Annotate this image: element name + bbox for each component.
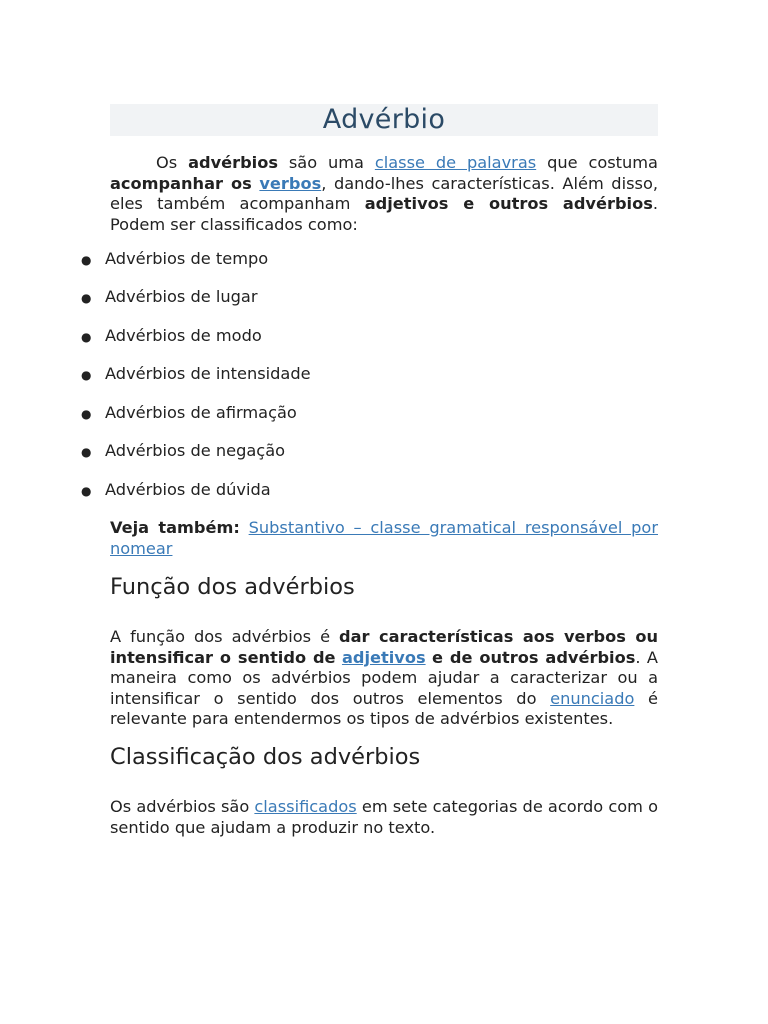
link-verbos[interactable]: verbos — [259, 173, 322, 193]
section-heading-function: Função dos advérbios — [110, 574, 355, 600]
bullet-icon: ● — [81, 445, 92, 459]
intro-text: que costuma — [536, 153, 658, 172]
list-item-label: Advérbios de afirmação — [105, 403, 297, 422]
list-item-label: Advérbios de negação — [105, 441, 286, 460]
see-also — [110, 518, 658, 559]
list-item — [81, 249, 505, 269]
list-item-label: Advérbios de intensidade — [105, 364, 311, 383]
function-text: A função dos advérbios é — [110, 627, 340, 646]
list-item — [81, 364, 505, 384]
bullet-icon: ● — [81, 484, 92, 498]
see-also-label: Veja também: — [110, 518, 240, 537]
list-item — [81, 287, 505, 307]
list-item — [81, 441, 505, 461]
intro-text: Os — [156, 153, 189, 172]
classification-paragraph — [110, 797, 658, 838]
section-heading-classification: Classificação dos advérbios — [110, 744, 421, 770]
list-item-label: Advérbios de lugar — [105, 287, 258, 306]
link-substantivo[interactable]: Substantivo – classe gramatical responsável por nomear — [110, 518, 658, 558]
function-text: é relevante para entendermos os tipos de advérbios existentes. — [110, 688, 658, 728]
list-item-label: Advérbios de modo — [105, 326, 262, 345]
page-title: Advérbio — [322, 104, 446, 135]
intro-text: são uma — [277, 153, 375, 172]
link-classe-de-palavras[interactable]: classe de palavras — [374, 153, 537, 172]
intro-bold: adjetivos e outros advérbios — [364, 194, 653, 213]
link-classificados[interactable]: classificados — [254, 797, 357, 816]
list-item-label: Advérbios de tempo — [105, 249, 269, 268]
bullet-icon: ● — [81, 330, 92, 344]
intro-text: . Podem ser classificados como: — [110, 194, 658, 234]
function-bold: e de outros advérbios — [432, 647, 636, 667]
list-item — [81, 480, 505, 500]
intro-bold: advérbios — [188, 153, 278, 172]
link-enunciado[interactable]: enunciado — [550, 688, 635, 708]
list-item — [81, 403, 505, 423]
link-adjetivos[interactable]: adjetivos — [341, 647, 426, 667]
list-item — [81, 326, 505, 346]
list-item-label: Advérbios de dúvida — [105, 480, 271, 499]
function-text: . A maneira como os advérbios podem ajudar a caracterizar ou a intensificar o sentido dos outros elementos do — [110, 647, 658, 708]
bullet-icon: ● — [81, 253, 92, 267]
intro-bold: acompanhar os — [110, 173, 252, 193]
bullet-icon: ● — [81, 368, 92, 382]
bullet-icon: ● — [81, 291, 92, 305]
intro-paragraph — [110, 153, 658, 235]
intro-text: , dando-lhes características. Além disso, eles também acompanham — [110, 173, 658, 213]
bullet-icon: ● — [81, 407, 92, 421]
classification-text: Os advérbios são — [110, 797, 255, 816]
function-bold: dar características aos verbos ou intensificar o sentido de — [110, 627, 658, 667]
classification-text: em sete categorias de acordo com o sentido que ajudam a produzir no texto. — [110, 797, 658, 837]
title-banner — [110, 104, 658, 136]
function-paragraph — [110, 627, 658, 730]
